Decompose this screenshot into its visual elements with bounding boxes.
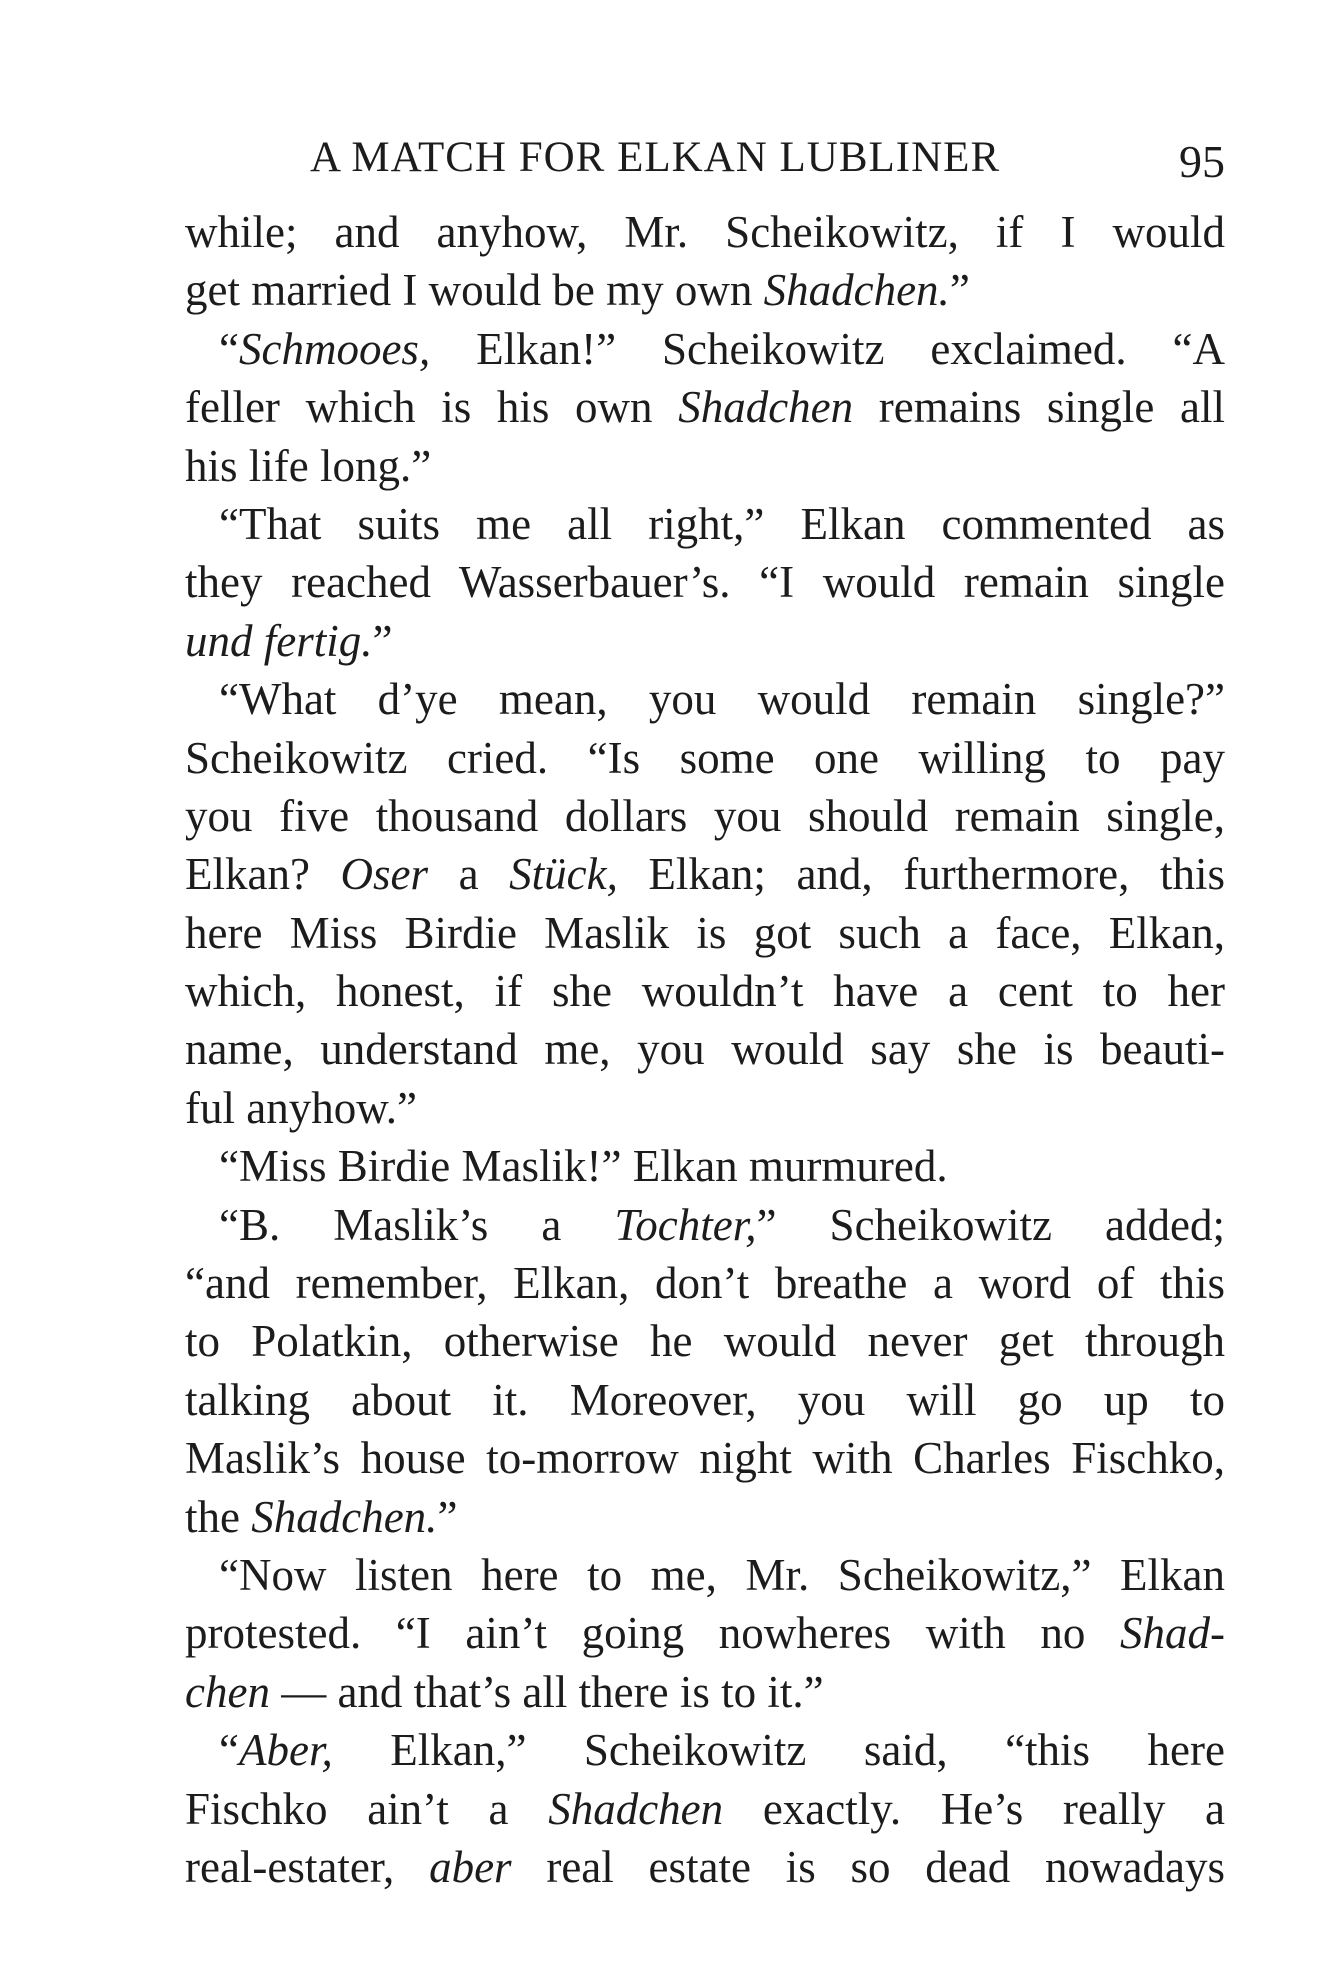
text-run: Maslik’s house to-morrow night with Charles Fischko, <box>185 1433 1225 1484</box>
text-line <box>185 320 1225 378</box>
text-line <box>185 1838 1225 1896</box>
text-line <box>185 612 1225 670</box>
italic-text: Stück, <box>509 849 618 900</box>
text-run: “ <box>219 1725 239 1776</box>
text-line <box>185 495 1225 553</box>
text-run: which, honest, if she wouldn’t have a cent to her <box>185 966 1225 1017</box>
text-run: talking about it. Moreover, you will go up to <box>185 1374 1225 1425</box>
text-run: Fischko ain’t a <box>185 1783 549 1834</box>
text-run: ” <box>949 265 970 316</box>
text-line <box>185 1546 1225 1604</box>
text-run: ful anyhow.” <box>185 1082 418 1133</box>
text-line <box>185 962 1225 1020</box>
text-run: Elkan? <box>185 849 341 900</box>
text-line <box>185 670 1225 728</box>
text-run: ” <box>437 1491 458 1542</box>
italic-text: Aber, <box>238 1725 333 1776</box>
text-line <box>185 787 1225 845</box>
italic-text: Oser <box>340 849 429 900</box>
text-line <box>185 203 1225 261</box>
text-run: “Miss Birdie Maslik!” Elkan murmured. <box>219 1141 948 1192</box>
text-run: Scheikowitz cried. “Is some one willing to pay <box>185 732 1225 783</box>
italic-text: Shadchen <box>678 382 854 433</box>
text-line <box>185 378 1225 436</box>
text-line <box>185 1312 1225 1370</box>
text-line <box>185 437 1225 495</box>
text-run: ” <box>372 615 393 666</box>
text-run: “B. Maslik’s a <box>219 1199 615 1250</box>
text-run: his life long.” <box>185 440 432 491</box>
text-run: Elkan; and, furthermore, this <box>617 849 1225 900</box>
italic-text: aber <box>429 1841 512 1892</box>
text-line <box>185 1488 1225 1546</box>
italic-text: Shad- <box>1120 1608 1225 1659</box>
text-run: ” Scheikowitz added; <box>756 1199 1225 1250</box>
text-run: exactly. He’s really a <box>723 1783 1226 1834</box>
italic-text: chen <box>185 1666 270 1717</box>
text-run: “ <box>219 323 239 374</box>
page-header <box>185 126 1225 190</box>
italic-text: Shadchen <box>548 1783 724 1834</box>
italic-text: Shadchen. <box>251 1491 438 1542</box>
text-run: — and that’s all there is to it.” <box>269 1666 824 1717</box>
text-run: real estate is so dead nowadays <box>511 1841 1225 1892</box>
text-line <box>185 1020 1225 1078</box>
text-run: name, understand me, you would say she is beauti- <box>185 1024 1225 1075</box>
text-line <box>185 1663 1225 1721</box>
text-line <box>185 1429 1225 1487</box>
text-line <box>185 904 1225 962</box>
page-number: 95 <box>1179 136 1225 187</box>
text-run: Elkan!” Scheikowitz exclaimed. “A <box>430 323 1225 374</box>
text-run: a <box>428 849 510 900</box>
text-run: Elkan,” Scheikowitz said, “this here <box>332 1725 1225 1776</box>
text-run: protested. “I ain’t going nowheres with no <box>185 1608 1120 1659</box>
text-line <box>185 1254 1225 1312</box>
text-run: get married I would be my own <box>185 265 764 316</box>
text-line <box>185 1371 1225 1429</box>
body-text <box>185 203 1225 1896</box>
text-run: “That suits me all right,” Elkan commented as <box>219 498 1225 549</box>
italic-text: Tochter, <box>614 1199 757 1250</box>
text-run: “What d’ye mean, you would remain single?” <box>219 674 1225 725</box>
text-run: the <box>185 1491 252 1542</box>
text-line <box>185 1137 1225 1195</box>
italic-text: und fertig. <box>185 615 373 666</box>
text-run: here Miss Birdie Maslik is got such a face, Elkan, <box>185 907 1225 958</box>
text-run: “and remember, Elkan, don’t breathe a word of this <box>185 1258 1225 1309</box>
text-run: while; and anyhow, Mr. Scheikowitz, if I would <box>185 207 1225 257</box>
text-line <box>185 261 1225 319</box>
text-run: “Now listen here to me, Mr. Scheikowitz,” Elkan <box>219 1549 1225 1600</box>
text-line <box>185 1721 1225 1779</box>
text-line <box>185 729 1225 787</box>
text-run: to Polatkin, otherwise he would never get through <box>185 1316 1225 1367</box>
text-line <box>185 1196 1225 1254</box>
italic-text: Schmooes, <box>238 323 431 374</box>
text-line <box>185 845 1225 903</box>
text-run: real-estater, <box>185 1841 430 1892</box>
text-line <box>185 1079 1225 1137</box>
text-run: feller which is his own <box>185 382 679 433</box>
text-line <box>185 1604 1225 1662</box>
text-run: you five thousand dollars you should remain single, <box>185 790 1225 841</box>
running-title: A MATCH FOR ELKAN LUBLINER <box>310 134 1001 181</box>
text-run: they reached Wasserbauer’s. “I would remain single <box>185 557 1225 608</box>
text-run: remains single all <box>853 382 1226 433</box>
italic-text: Shadchen. <box>763 265 950 316</box>
text-line <box>185 1780 1225 1838</box>
text-line <box>185 553 1225 611</box>
